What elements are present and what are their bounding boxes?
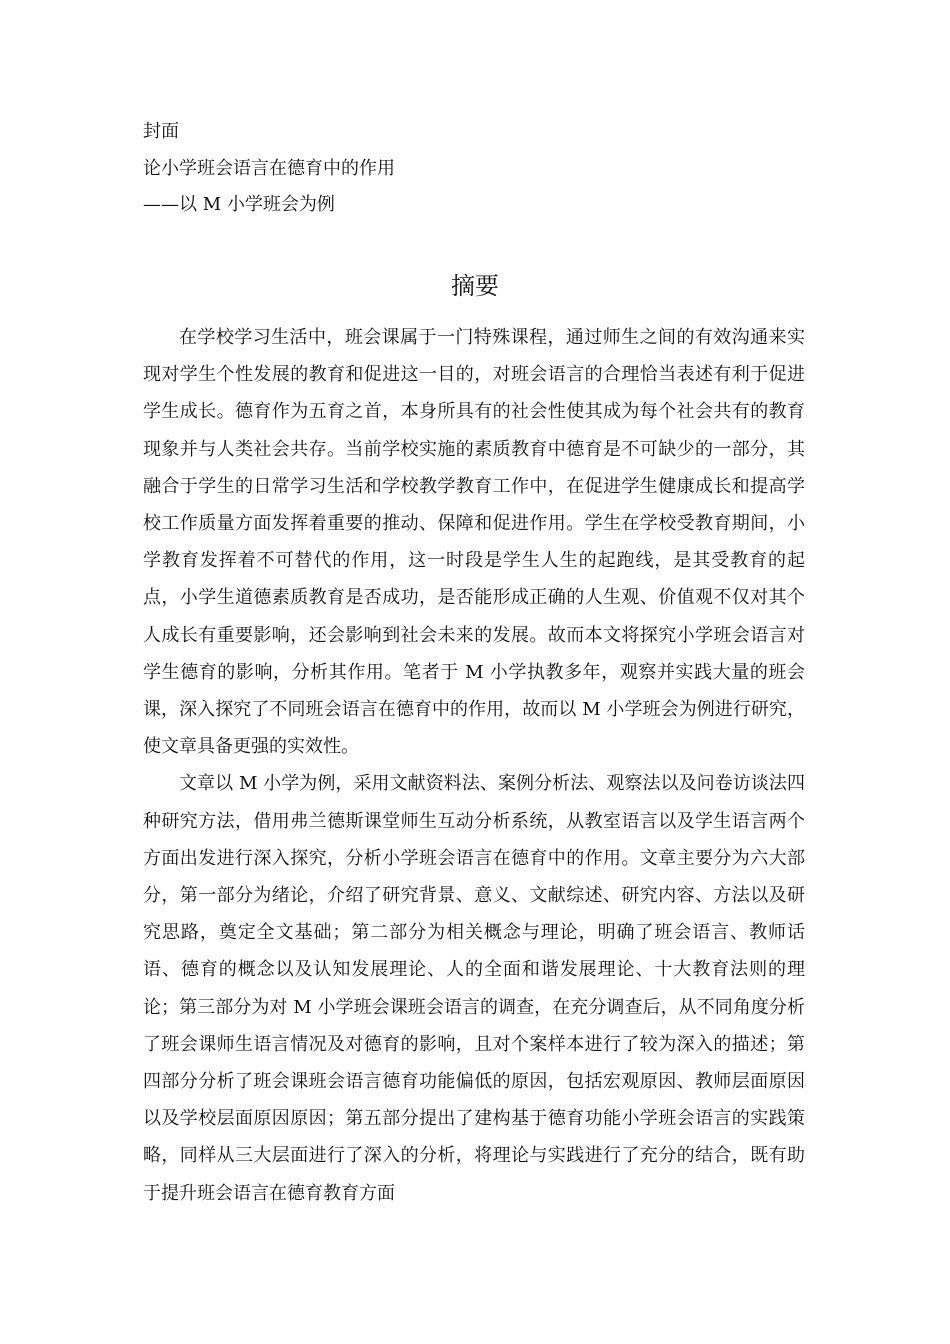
abstract-heading: 摘要 (451, 272, 499, 300)
cover-label: 封面 (143, 121, 179, 142)
thesis-title: 论小学班会语言在德育中的作用 (143, 157, 395, 179)
abstract-paragraph-1: 在学校学习生活中，班会课属于一门特殊课程，通过师生之间的有效沟通来实现对学生个性发展的教育和促进这一目的，对班会语言的合理恰当表述有利于促进学生成长。德育作为五育之首，本身所具有的社会性使其成为每个社会共有的教育现象并与人类社会共存。当前学校实施的素质教育中德育是不可缺少的一部分，其融合于学生的日常学习生活和学校教学教育工作中，在促进学生健康成长和提高学校工作质量方面发挥着重要的推动、保障和促进作用。学生在学校受教育期间，小学教育发挥着不可替代的作用，这一时段是学生人生的起跑线，是其受教育的起点，小学生道德素质教育是否成功，是否能形成正确的人生观、价值观不仅对其个人成长有重要影响，还会影响到社会未来的发展。故而本文将探究小学班会语言对学生德育的影响，分析其作用。笔者于 M 小学执教多年，观察并实践大量的班会课，深入探究了不同班会语言在德育中的作用，故而以 M 小学班会为例进行研究，使文章具备更强的实效性。 (143, 327, 805, 758)
abstract-body (143, 319, 805, 1212)
abstract-paragraph-2: 文章以 M 小学为例，采用文献资料法、案例分析法、观察法以及问卷访谈法四种研究方法，借用弗兰德斯课堂师生互动分析系统，从教室语言以及学生语言两个方面出发进行深入探究，分析小学班会语言在德育中的作用。文章主要分为六大部分，第一部分为绪论，介绍了研究背景、意义、文献综述、研究内容、方法以及研究思路，奠定全文基础；第二部分为相关概念与理论，明确了班会语言、教师话语、德育的概念以及认知发展理论、人的全面和谐发展理论、十大教育法则的理论；第三部分为对 M 小学班会课班会语言的调查，在充分调查后，从不同角度分析了班会课师生语言情况及对德育的影响，且对个案样本进行了较为深入的描述；第四部分分析了班会课班会语言德育功能偏低的原因，包括宏观原因、教师层面原因以及学校层面原因原因；第五部分提出了建构基于德育功能小学班会语言的实践策略，同样从三大层面进行了深入的分析，将理论与实践进行了充分的结合，既有助于提升班会语言在德育教育方面 (143, 773, 805, 1204)
thesis-subtitle: ——以 M 小学班会为例 (143, 194, 335, 215)
cover-block (143, 114, 803, 224)
